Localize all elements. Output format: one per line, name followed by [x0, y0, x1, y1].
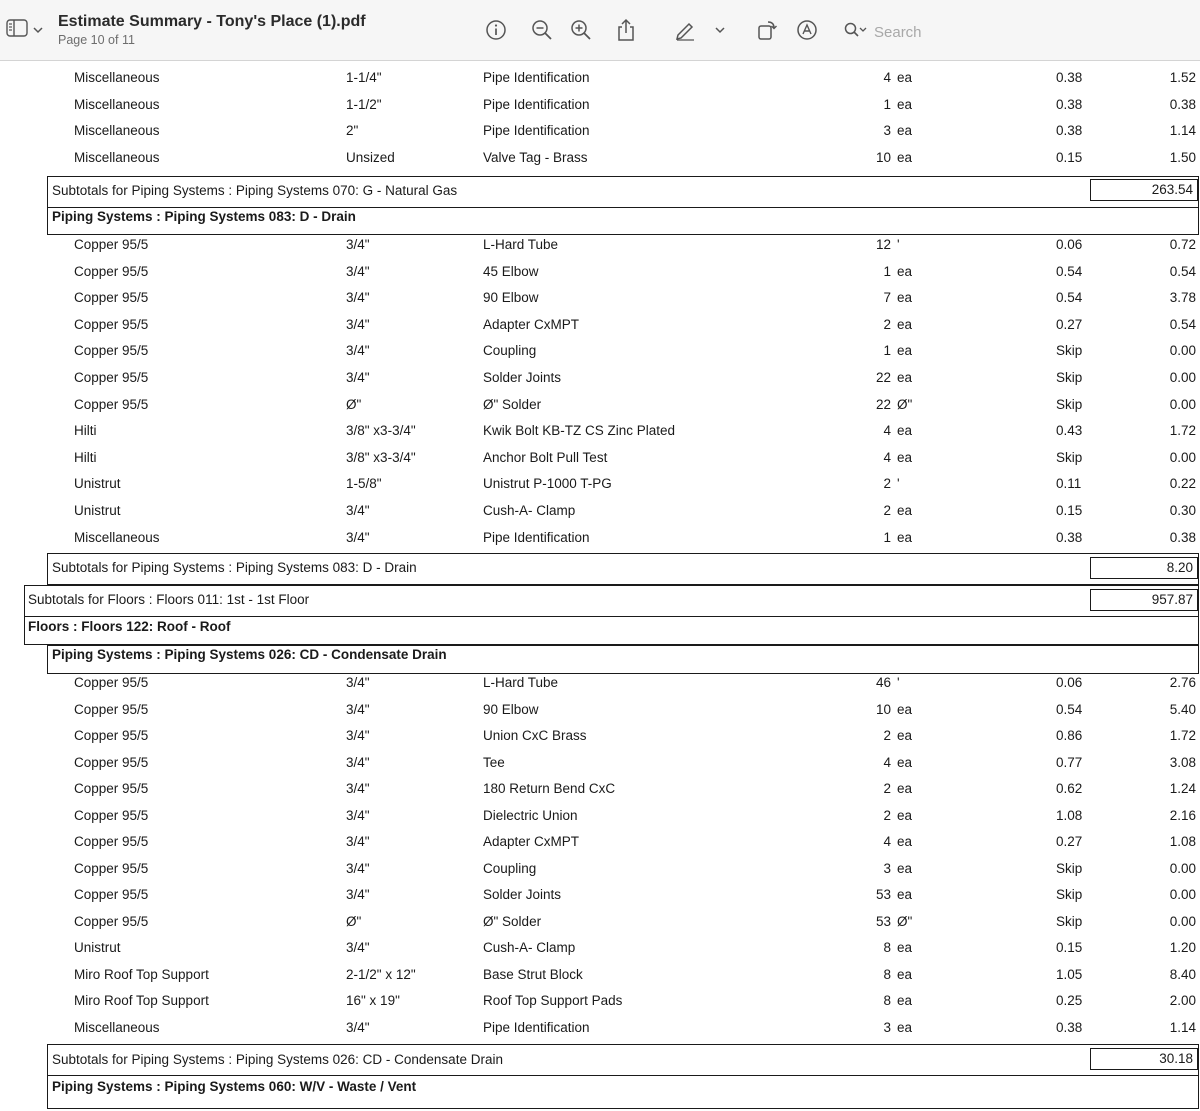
- share-button[interactable]: [614, 18, 638, 42]
- cell-total: 0.38: [1169, 530, 1196, 545]
- cell-description: 90 Elbow: [483, 702, 539, 717]
- cell-item: Hilti: [74, 450, 97, 465]
- cell-unit: ea: [897, 755, 913, 770]
- section-header: Piping Systems : Piping Systems 060: W/V - Waste / Vent: [52, 1079, 417, 1094]
- cell-unit: ea: [897, 887, 913, 902]
- cell-description: Pipe Identification: [483, 1020, 590, 1035]
- cell-description: Ø" Solder: [483, 397, 542, 412]
- cell-total: 1.08: [1169, 834, 1196, 849]
- subtotal-label: Subtotals for Floors : Floors 011: 1st - 1st Floor: [28, 592, 310, 607]
- cell-total: 1.24: [1169, 781, 1196, 796]
- cell-item: Miro Roof Top Support: [74, 967, 209, 982]
- search-input[interactable]: [874, 24, 1174, 41]
- cell-rate: 1.08: [1056, 808, 1083, 823]
- cell-description: Solder Joints: [483, 370, 562, 385]
- cell-description: Cush-A- Clamp: [483, 503, 576, 518]
- cell-rate: Skip: [1056, 914, 1083, 929]
- cell-item: Miscellaneous: [74, 70, 160, 85]
- cell-size: 3/4": [346, 317, 370, 332]
- cell-total: 0.22: [1169, 476, 1196, 491]
- cell-unit: ': [897, 476, 900, 491]
- annotate-circle-icon: [796, 19, 818, 41]
- cell-unit: ea: [897, 343, 913, 358]
- cell-description: Anchor Bolt Pull Test: [483, 450, 608, 465]
- cell-quantity: 8: [883, 967, 891, 982]
- cell-quantity: 22: [875, 370, 891, 385]
- cell-quantity: 2: [883, 317, 891, 332]
- cell-item: Copper 95/5: [74, 808, 149, 823]
- cell-rate: 0.54: [1056, 290, 1083, 305]
- section-header: Piping Systems : Piping Systems 083: D - Drain: [52, 209, 356, 224]
- cell-item: Copper 95/5: [74, 264, 149, 279]
- section-header: Floors : Floors 122: Roof - Roof: [28, 619, 231, 634]
- subtotal-label: Subtotals for Piping Systems : Piping Systems 083: D - Drain: [52, 560, 417, 575]
- zoom-in-icon: [570, 19, 592, 41]
- cell-size: 3/4": [346, 1020, 370, 1035]
- cell-rate: 0.43: [1056, 423, 1083, 438]
- cell-description: Pipe Identification: [483, 123, 590, 138]
- cell-description: Coupling: [483, 343, 537, 358]
- cell-size: 3/4": [346, 755, 370, 770]
- cell-unit: ea: [897, 370, 913, 385]
- cell-size: 2": [346, 123, 359, 138]
- cell-rate: Skip: [1056, 861, 1083, 876]
- cell-quantity: 10: [875, 702, 891, 717]
- cell-unit: ea: [897, 123, 913, 138]
- rotate-button[interactable]: [755, 18, 779, 42]
- cell-unit: ea: [897, 423, 913, 438]
- markup-button[interactable]: [673, 18, 697, 42]
- cell-rate: 0.38: [1056, 70, 1083, 85]
- cell-rate: Skip: [1056, 343, 1083, 358]
- cell-unit: ea: [897, 1020, 913, 1035]
- cell-size: 16" x 19": [346, 993, 400, 1008]
- cell-description: Cush-A- Clamp: [483, 940, 576, 955]
- cell-item: Hilti: [74, 423, 97, 438]
- cell-total: 3.78: [1169, 290, 1196, 305]
- cell-total: 2.76: [1169, 675, 1196, 690]
- cell-item: Copper 95/5: [74, 702, 149, 717]
- cell-size: 3/4": [346, 861, 370, 876]
- cell-size: 2-1/2" x 12": [346, 967, 416, 982]
- cell-size: 1-5/8": [346, 476, 382, 491]
- cell-description: Base Strut Block: [483, 967, 583, 982]
- search-field[interactable]: [838, 18, 1194, 46]
- cell-description: Pipe Identification: [483, 530, 590, 545]
- cell-rate: 0.11: [1056, 476, 1082, 491]
- cell-description: Coupling: [483, 861, 537, 876]
- zoom-out-icon: [531, 19, 553, 41]
- cell-total: 1.52: [1169, 70, 1196, 85]
- cell-item: Unistrut: [74, 503, 121, 518]
- cell-item: Copper 95/5: [74, 317, 149, 332]
- cell-total: 0.38: [1169, 97, 1196, 112]
- subtotal-label: Subtotals for Piping Systems : Piping Systems 070: G - Natural Gas: [52, 183, 458, 198]
- cell-quantity: 1: [883, 530, 891, 545]
- cell-quantity: 2: [883, 503, 891, 518]
- annotate-button[interactable]: [795, 18, 819, 42]
- subtotal-value: 263.54: [1090, 179, 1198, 201]
- cell-unit: ': [897, 237, 900, 252]
- cell-quantity: 2: [883, 728, 891, 743]
- cell-size: 3/4": [346, 290, 370, 305]
- cell-item: Copper 95/5: [74, 728, 149, 743]
- cell-quantity: 2: [883, 808, 891, 823]
- cell-item: Copper 95/5: [74, 861, 149, 876]
- cell-quantity: 12: [875, 237, 891, 252]
- cell-size: 3/4": [346, 675, 370, 690]
- cell-size: 3/4": [346, 940, 370, 955]
- cell-rate: 0.86: [1056, 728, 1083, 743]
- cell-rate: 0.27: [1056, 317, 1083, 332]
- page-indicator: Page 10 of 11: [58, 33, 135, 47]
- cell-unit: ea: [897, 290, 913, 305]
- cell-size: 3/4": [346, 702, 370, 717]
- cell-unit: ': [897, 675, 900, 690]
- cell-description: Valve Tag - Brass: [483, 150, 588, 165]
- cell-unit: ea: [897, 450, 913, 465]
- cell-rate: 0.38: [1056, 530, 1083, 545]
- cell-unit: ea: [897, 702, 913, 717]
- cell-size: 3/4": [346, 834, 370, 849]
- cell-rate: 0.25: [1056, 993, 1083, 1008]
- cell-description: Ø" Solder: [483, 914, 542, 929]
- cell-description: Adapter CxMPT: [483, 834, 580, 849]
- cell-rate: 0.38: [1056, 123, 1083, 138]
- cell-description: Union CxC Brass: [483, 728, 587, 743]
- cell-unit: ea: [897, 781, 913, 796]
- sidebar-toggle-button[interactable]: [6, 19, 46, 41]
- cell-size: 3/4": [346, 237, 370, 252]
- cell-total: 0.54: [1169, 317, 1196, 332]
- cell-description: L-Hard Tube: [483, 237, 559, 252]
- cell-size: 1-1/2": [346, 97, 382, 112]
- cell-unit: ea: [897, 940, 913, 955]
- cell-rate: 0.15: [1056, 150, 1083, 165]
- cell-size: 3/4": [346, 264, 370, 279]
- cell-item: Copper 95/5: [74, 397, 149, 412]
- cell-total: 1.50: [1169, 150, 1196, 165]
- cell-rate: 0.54: [1056, 264, 1083, 279]
- cell-rate: Skip: [1056, 450, 1083, 465]
- cell-item: Miscellaneous: [74, 530, 160, 545]
- cell-total: 1.14: [1169, 123, 1196, 138]
- cell-rate: 0.62: [1056, 781, 1083, 796]
- cell-description: Pipe Identification: [483, 70, 590, 85]
- cell-quantity: 1: [883, 264, 891, 279]
- cell-unit: ea: [897, 834, 913, 849]
- cell-description: Kwik Bolt KB-TZ CS Zinc Plated: [483, 423, 676, 438]
- pdf-page: [0, 61, 1200, 1111]
- cell-description: Tee: [483, 755, 505, 770]
- cell-size: 3/4": [346, 887, 370, 902]
- cell-item: Copper 95/5: [74, 887, 149, 902]
- cell-total: 1.20: [1169, 940, 1196, 955]
- cell-size: 3/4": [346, 503, 370, 518]
- cell-quantity: 8: [883, 940, 891, 955]
- sidebar-icon: [6, 19, 28, 42]
- subtotal-value: 30.18: [1090, 1048, 1198, 1070]
- cell-description: 45 Elbow: [483, 264, 539, 279]
- cell-quantity: 8: [883, 993, 891, 1008]
- cell-item: Copper 95/5: [74, 781, 149, 796]
- cell-total: 0.72: [1169, 237, 1196, 252]
- zoom-out-button[interactable]: [530, 18, 554, 42]
- cell-unit: ea: [897, 317, 913, 332]
- cell-rate: 0.38: [1056, 97, 1083, 112]
- cell-size: 3/4": [346, 530, 370, 545]
- subtotal-label: Subtotals for Piping Systems : Piping Systems 026: CD - Condensate Drain: [52, 1052, 503, 1067]
- cell-unit: ea: [897, 70, 913, 85]
- cell-quantity: 4: [883, 423, 891, 438]
- cell-item: Copper 95/5: [74, 914, 149, 929]
- search-icon: [844, 22, 868, 43]
- cell-total: 0.00: [1169, 370, 1196, 385]
- info-button[interactable]: [484, 18, 508, 42]
- cell-total: 0.00: [1169, 861, 1196, 876]
- cell-unit: ea: [897, 150, 913, 165]
- cell-quantity: 10: [875, 150, 891, 165]
- cell-total: 1.72: [1169, 423, 1196, 438]
- cell-description: Adapter CxMPT: [483, 317, 580, 332]
- rotate-icon: [756, 19, 778, 41]
- cell-unit: ea: [897, 264, 913, 279]
- cell-rate: 0.27: [1056, 834, 1083, 849]
- cell-item: Miscellaneous: [74, 123, 160, 138]
- cell-total: 0.00: [1169, 887, 1196, 902]
- cell-quantity: 3: [883, 1020, 891, 1035]
- cell-rate: 0.77: [1056, 755, 1083, 770]
- cell-quantity: 53: [875, 887, 891, 902]
- cell-total: 0.00: [1169, 450, 1196, 465]
- cell-rate: 0.15: [1056, 940, 1083, 955]
- cell-quantity: 1: [883, 97, 891, 112]
- cell-size: 3/8" x3-3/4": [346, 450, 416, 465]
- cell-rate: 0.06: [1056, 237, 1083, 252]
- toolbar: [0, 0, 1200, 61]
- cell-total: 5.40: [1169, 702, 1196, 717]
- cell-size: 3/4": [346, 808, 370, 823]
- cell-unit: ea: [897, 967, 913, 982]
- cell-item: Copper 95/5: [74, 370, 149, 385]
- cell-description: 90 Elbow: [483, 290, 539, 305]
- cell-total: 0.00: [1169, 914, 1196, 929]
- subtotal-value: 957.87: [1090, 589, 1198, 611]
- cell-size: 3/8" x3-3/4": [346, 423, 416, 438]
- cell-size: Unsized: [346, 150, 395, 165]
- cell-total: 0.54: [1169, 264, 1196, 279]
- cell-total: 2.00: [1169, 993, 1196, 1008]
- cell-quantity: 3: [883, 123, 891, 138]
- cell-rate: 0.38: [1056, 1020, 1083, 1035]
- subtotal-value: 8.20: [1090, 557, 1198, 579]
- cell-unit: ea: [897, 530, 913, 545]
- cell-description: Unistrut P-1000 T-PG: [483, 476, 612, 491]
- cell-quantity: 4: [883, 450, 891, 465]
- cell-rate: Skip: [1056, 370, 1083, 385]
- cell-item: Copper 95/5: [74, 237, 149, 252]
- cell-size: 3/4": [346, 781, 370, 796]
- cell-rate: Skip: [1056, 397, 1083, 412]
- cell-quantity: 2: [883, 476, 891, 491]
- cell-quantity: 46: [875, 675, 891, 690]
- cell-total: 3.08: [1169, 755, 1196, 770]
- cell-total: 8.40: [1169, 967, 1196, 982]
- cell-unit: ea: [897, 808, 913, 823]
- cell-description: Pipe Identification: [483, 97, 590, 112]
- cell-total: 0.00: [1169, 397, 1196, 412]
- cell-rate: 0.15: [1056, 503, 1083, 518]
- cell-item: Miro Roof Top Support: [74, 993, 209, 1008]
- cell-unit: ea: [897, 993, 913, 1008]
- cell-quantity: 2: [883, 781, 891, 796]
- cell-description: 180 Return Bend CxC: [483, 781, 616, 796]
- cell-rate: 0.54: [1056, 702, 1083, 717]
- zoom-in-button[interactable]: [569, 18, 593, 42]
- cell-rate: 0.06: [1056, 675, 1083, 690]
- cell-quantity: 4: [883, 834, 891, 849]
- share-icon: [616, 18, 636, 42]
- cell-unit: ea: [897, 503, 913, 518]
- cell-item: Copper 95/5: [74, 290, 149, 305]
- cell-item: Copper 95/5: [74, 755, 149, 770]
- cell-total: 0.30: [1169, 503, 1196, 518]
- cell-quantity: 4: [883, 755, 891, 770]
- cell-description: Roof Top Support Pads: [483, 993, 623, 1008]
- cell-total: 2.16: [1169, 808, 1196, 823]
- chevron-down-icon: [33, 21, 43, 39]
- cell-item: Copper 95/5: [74, 675, 149, 690]
- cell-quantity: 1: [883, 343, 891, 358]
- cell-size: Ø": [346, 397, 362, 412]
- cell-description: Solder Joints: [483, 887, 562, 902]
- cell-unit: ea: [897, 728, 913, 743]
- cell-total: 1.72: [1169, 728, 1196, 743]
- cell-quantity: 7: [883, 290, 891, 305]
- cell-item: Unistrut: [74, 940, 121, 955]
- cell-size: 3/4": [346, 370, 370, 385]
- cell-rate: Skip: [1056, 887, 1083, 902]
- info-icon: [485, 19, 507, 41]
- cell-item: Copper 95/5: [74, 834, 149, 849]
- cell-size: 3/4": [346, 343, 370, 358]
- cell-size: Ø": [346, 914, 362, 929]
- cell-unit: ea: [897, 97, 913, 112]
- cell-item: Miscellaneous: [74, 97, 160, 112]
- cell-quantity: 22: [875, 397, 891, 412]
- cell-unit: ea: [897, 861, 913, 876]
- cell-description: L-Hard Tube: [483, 675, 559, 690]
- document-title: Estimate Summary - Tony's Place (1).pdf: [58, 13, 366, 30]
- cell-unit: Ø": [897, 914, 913, 929]
- cell-rate: 1.05: [1056, 967, 1083, 982]
- section-header: Piping Systems : Piping Systems 026: CD - Condensate Drain: [52, 647, 447, 662]
- cell-quantity: 53: [875, 914, 891, 929]
- cell-item: Miscellaneous: [74, 1020, 160, 1035]
- cell-total: 0.00: [1169, 343, 1196, 358]
- cell-item: Miscellaneous: [74, 150, 160, 165]
- cell-size: 3/4": [346, 728, 370, 743]
- cell-total: 1.14: [1169, 1020, 1196, 1035]
- cell-description: Dielectric Union: [483, 808, 578, 823]
- markup-pen-icon: [674, 19, 696, 41]
- chevron-down-icon: [715, 26, 725, 34]
- cell-size: 1-1/4": [346, 70, 382, 85]
- cell-item: Unistrut: [74, 476, 121, 491]
- cell-unit: Ø": [897, 397, 913, 412]
- markup-options-button[interactable]: [712, 18, 728, 42]
- cell-quantity: 4: [883, 70, 891, 85]
- cell-quantity: 3: [883, 861, 891, 876]
- cell-item: Copper 95/5: [74, 343, 149, 358]
